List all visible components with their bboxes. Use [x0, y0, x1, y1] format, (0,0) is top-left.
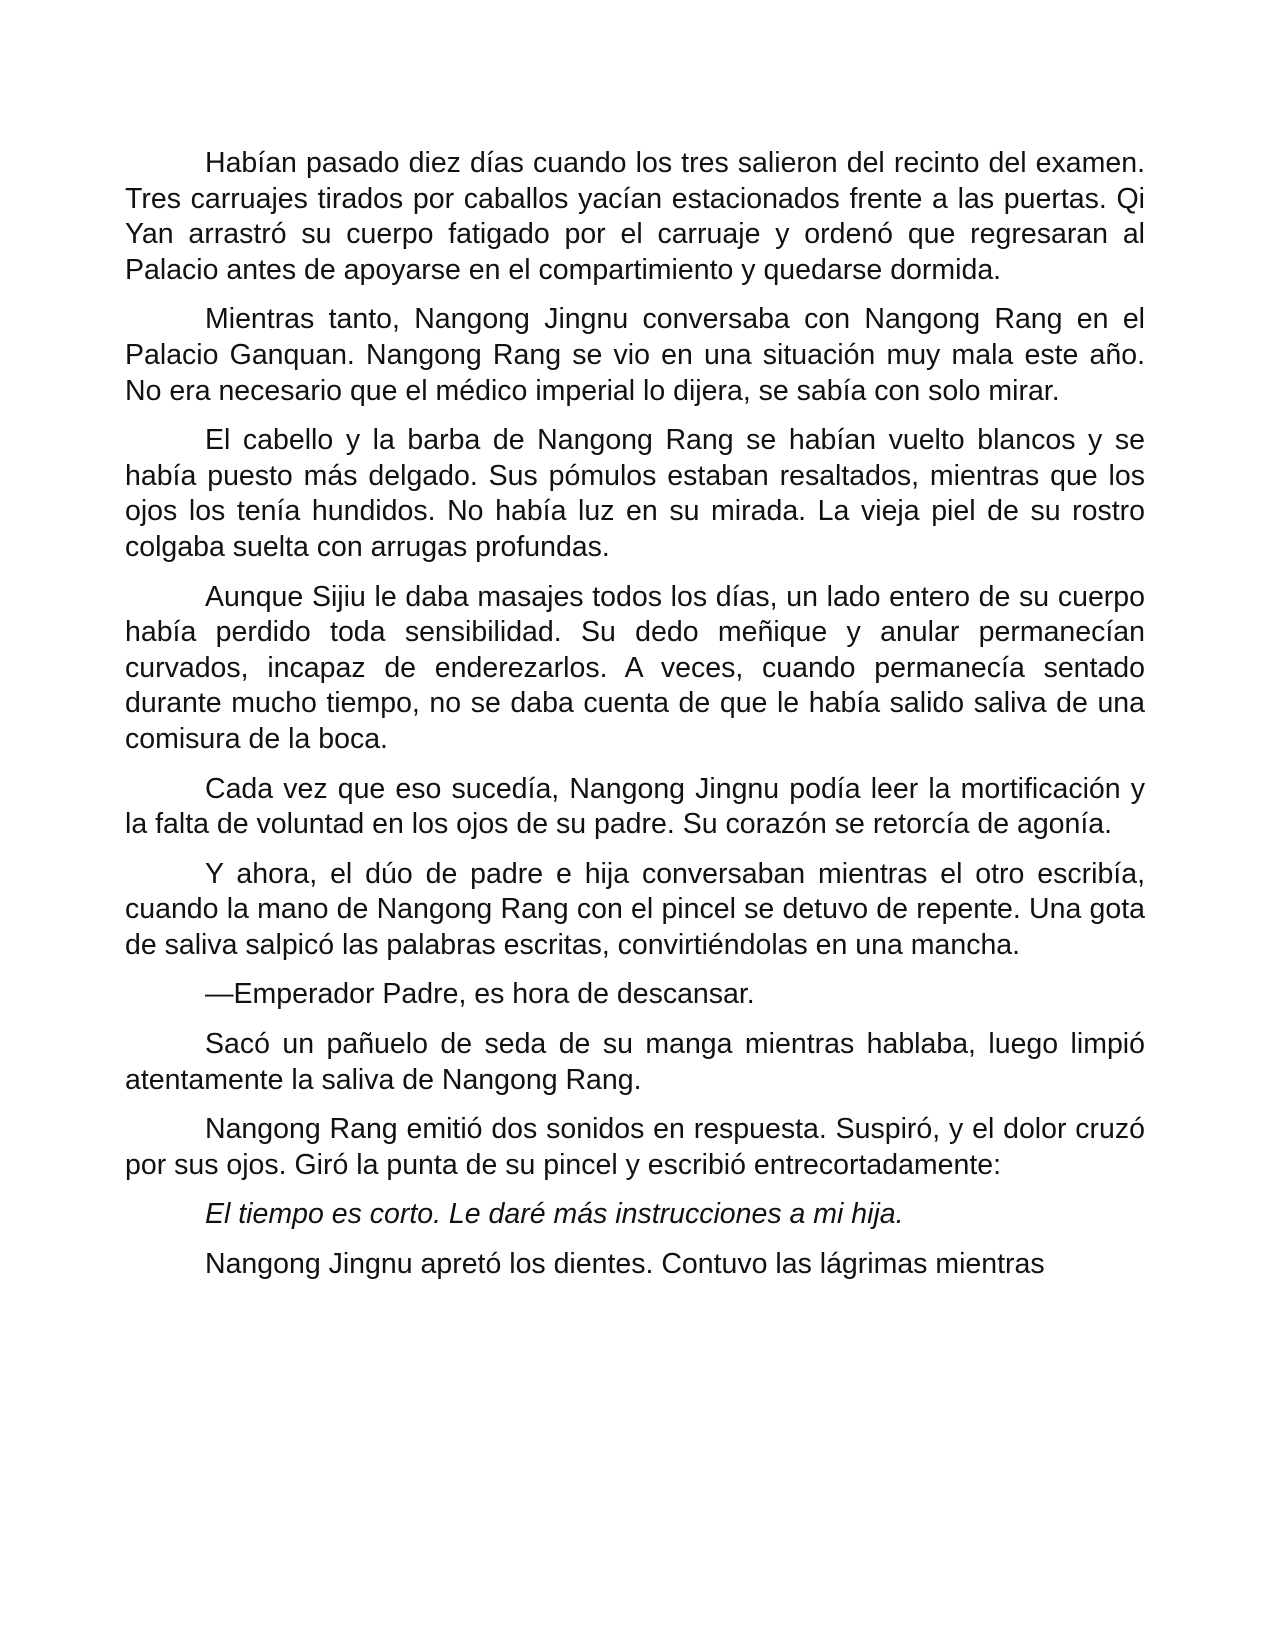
- paragraph-3: El cabello y la barba de Nangong Rang se habían vuelto blancos y se había puesto más delgado. Sus pómulos estaban resaltados, mientras que los ojos los tenía hundidos. No había luz en su mirada. La vieja piel de su rostro colgaba suelta con arrugas profundas.: [125, 424, 1145, 563]
- paragraph-2: Mientras tanto, Nangong Jingnu conversaba con Nangong Rang en el Palacio Ganquan. Nangong Rang se vio en una situación muy mala este año. No era necesario que el médico imperial lo dijera, se sabía con solo mirar.: [125, 303, 1145, 407]
- paragraph-9: Nangong Rang emitió dos sonidos en respuesta. Suspiró, y el dolor cruzó por sus ojos. Giró la punta de su pincel y escribió entrecortadamente:: [125, 1113, 1145, 1181]
- body-text: [125, 146, 1145, 1297]
- paragraph-5: Cada vez que eso sucedía, Nangong Jingnu podía leer la mortificación y la falta de voluntad en los ojos de su padre. Su corazón se retorcía de agonía.: [125, 772, 1145, 841]
- paragraph-11: Nangong Jingnu apretó los dientes. Contuvo las lágrimas mientras: [205, 1248, 1045, 1281]
- paragraph-1: Habían pasado diez días cuando los tres salieron del recinto del examen. Tres carruajes tirados por caballos yacían estacionados frente a las puertas. Qi Yan arrastró su cuerpo fatigado por el carruaje y ordenó que regresaran al Palacio antes de apoyarse en el compartimiento y quedarse dormida.: [125, 147, 1145, 286]
- paragraph-8: Sacó un pañuelo de seda de su manga mientras hablaba, luego limpió atentamente la saliva de Nangong Rang.: [125, 1028, 1145, 1096]
- paragraph-6: Y ahora, el dúo de padre e hija conversaban mientras el otro escribía, cuando la mano de Nangong Rang con el pincel se detuvo de repente. Una gota de saliva salpicó las palabras escritas, convirtiéndolas en una mancha.: [125, 857, 1145, 961]
- dialogue-line: —Emperador Padre, es hora de descansar.: [205, 978, 755, 1011]
- paragraph-4: Aunque Sijiu le daba masajes todos los días, un lado entero de su cuerpo había perdido toda sensibilidad. Su dedo meñique y anular permanecían curvados, incapaz de enderezarlos. A veces, cuando permanecía sentado durante mucho tiempo, no se daba cuenta de que le había salido saliva de una comisura de la boca.: [125, 580, 1145, 755]
- written-message: El tiempo es corto. Le daré más instrucciones a mi hija.: [205, 1198, 904, 1231]
